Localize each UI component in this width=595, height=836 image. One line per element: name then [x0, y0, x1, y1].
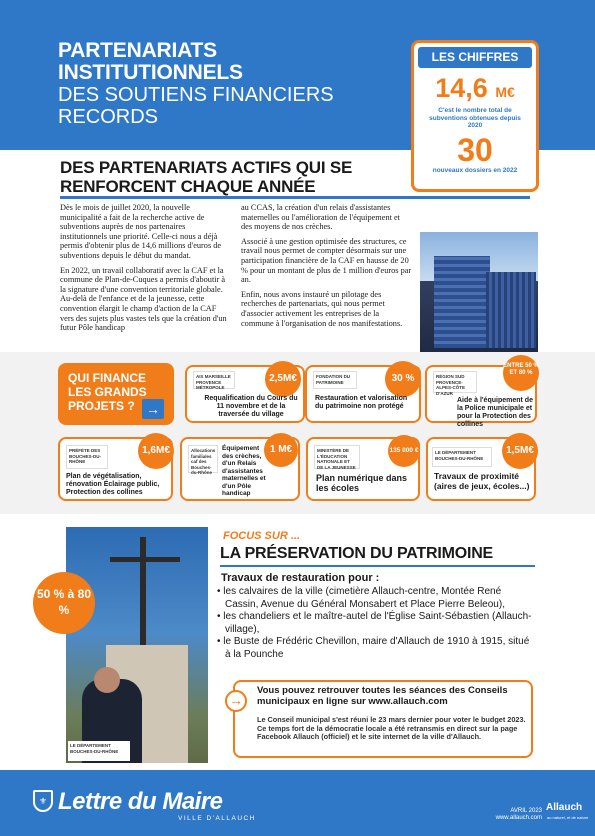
funding-question-text: QUI FINANCE LES GRANDS PROJETS ?: [68, 371, 147, 413]
card-description: Équipement des crèches, d'un Relais d'assistantes maternelles et d'un Pôle handicap: [222, 445, 266, 497]
logo-text: LE DÉPARTEMENT BOUCHES-DU-RHÔNE: [70, 743, 119, 754]
caf-building-photo: [420, 232, 538, 354]
info-heading: Vous pouvez retrouver toutes les séances des Conseils municipaux en ligne sur www.allauch.com: [257, 685, 508, 707]
arrow-right-icon: →: [225, 690, 247, 712]
restoration-list: [215, 586, 535, 661]
metropole-logo: [193, 371, 235, 389]
card-description: Plan numérique dans les écoles: [316, 473, 408, 493]
card-description: Travaux de proximité (aires de jeux, écoles...): [434, 471, 530, 491]
list-item: • les chandeliers et le maître-autel de l'Église Saint-Sébastien (Allauch-village),: [217, 611, 532, 635]
funding-card: [185, 365, 305, 423]
departement-logo: [68, 741, 130, 761]
section-heading: DES PARTENARIATS ACTIFS QUI SE RENFORCENT CHAQUE ANNÉE: [60, 158, 353, 196]
logo-text: FONDATION DU PATRIMOINE: [316, 374, 351, 385]
arrow-right-icon: →: [142, 399, 164, 419]
crest-icon: ⚜: [33, 790, 53, 812]
masthead-subtitle: VILLE D'ALLAUCH: [178, 815, 256, 822]
amount-unit: M€: [495, 84, 515, 100]
prefecture-logo: [66, 445, 108, 469]
worker-head: [94, 667, 120, 693]
list-item: • les calvaires de la ville (cimetière Allauch-centre, Montée René Cassin, Avenue du Général Monsabert et Place Pierre Beleou),: [217, 586, 505, 610]
amount-badge: 1,6M€: [138, 433, 174, 469]
card-description: Restauration et valorisation du patrimoine non protégé: [315, 395, 408, 410]
amount-badge: 2,5M€: [265, 361, 301, 397]
subsidies-amount: [414, 73, 536, 107]
logo-text: AIX MARSEILLE PROVENCE MÉTROPOLE: [196, 374, 231, 390]
allauch-tagline: au naturel, et de nature: [547, 815, 589, 820]
count-description: nouveaux dossiers en 2022: [432, 166, 518, 174]
focus-title: LA PRÉSERVATION DU PATRIMOINE: [220, 545, 494, 562]
paragraph: Enfin, nous avons instauré un pilotage des recherches de partenariats, qui nous permet d'associer activement les entreprises de la commune à l'organisation de nos manifestations.: [241, 289, 403, 328]
issue-info: [472, 808, 542, 822]
title-line: INSTITUTIONNELS: [58, 61, 243, 84]
focus-label: FOCUS SUR ...: [223, 530, 301, 542]
caf-logo: [188, 445, 218, 473]
logo-text: Allocations familiales caf des Bouches-du-Rhône: [191, 448, 216, 475]
logo-text: MINISTÈRE DE L'ÉDUCATION NATIONALE ET DE LA JEUNESSE: [317, 448, 356, 470]
card-description: Requalification du Cours du 11 novembre et de la traversée du village: [204, 395, 298, 418]
focus-subtitle: Travaux de restauration pour :: [221, 572, 380, 584]
amount-badge: 30 %: [385, 361, 421, 397]
departement-logo: [432, 447, 492, 467]
title-line: PARTENARIATS: [58, 39, 217, 62]
logo-text: RÉGION SUD PROVENCE-ALPES-CÔTE D'AZUR: [436, 374, 466, 396]
page-title: [58, 40, 388, 128]
region-sud-logo: [433, 371, 477, 396]
funding-card: [58, 437, 173, 501]
info-body: Le Conseil municipal s'est réuni le 23 mars dernier pour voter le budget 2023. Ce temps fort de la démocratie locale a été retransmis en direct sur la page Facebook Allauch (officiel) et le site internet de la ville d'Allauch.: [257, 715, 526, 741]
paragraph: Associé à une gestion optimisée des structures, ce travail nous permet de compter désormais sur une participation financière de la CAF en hausse de 20 % pour un montant de plus de 1 million d'euros par an.: [241, 236, 412, 285]
title-line: DES SOUTIENS FINANCIERS: [58, 84, 334, 106]
funding-card: [180, 437, 300, 501]
amount-badge: 1,5M€: [502, 433, 538, 469]
funding-card: [425, 363, 539, 428]
article-column-1: [60, 203, 231, 338]
key-figures-box: [411, 40, 539, 192]
key-figures-heading: LES CHIFFRES: [418, 47, 532, 68]
website: www.allauch.com: [495, 815, 542, 821]
issue-date: AVRIL 2023: [510, 808, 542, 814]
divider: [220, 565, 535, 567]
card-description: Aide à l'équipement de la Police municipale et pour la Protection des collines: [457, 397, 533, 428]
article-column-2: [241, 203, 412, 338]
funding-card: [426, 437, 536, 501]
title-line: RECORDS: [58, 106, 159, 128]
calvary-photo: [66, 527, 208, 763]
allauch-logo: Allauch: [546, 802, 583, 813]
cross-shape: [110, 557, 180, 562]
funding-question: [58, 363, 174, 425]
paragraph: En 2022, un travail collaboratif avec la CAF et la commune de Plan-de-Cuques a permis d'aboutir à la signature d'une convention territoriale globale. Au-delà de l'enfance et de la jeunesse, cette convention élargit le champ d'action de la CAF vers des sujets plus vastes tels que la création d'un futur Pôle handicap: [60, 265, 227, 333]
card-description: Plan de végétalisation, rénovation Éclairage public, Protection des collines: [66, 473, 160, 496]
files-count: 30: [457, 131, 493, 168]
percentage-badge: 50 % à 80 %: [33, 572, 95, 634]
list-item: • le Buste de Frédéric Chevillon, maire d'Allauch de 1910 à 1915, situé à la Pounche: [217, 636, 530, 660]
fondation-patrimoine-logo: [313, 371, 357, 389]
amount-badge: 1 M€: [264, 433, 298, 467]
logo-text: LE DÉPARTEMENT BOUCHES-DU-RHÔNE: [435, 450, 484, 461]
funding-card: [306, 437, 420, 501]
paragraph: Dès le mois de juillet 2020, la nouvelle municipalité a fait de la recherche active de subventions auprès de nos partenaires institutionnels une priorité. Celle-ci nous a déjà permis d'obtenir plus de 14,6 millions d'euros de subventions depuis le début du mandat.: [60, 203, 222, 260]
amount-badge: 135 000 €: [388, 435, 420, 467]
divider: [60, 196, 530, 199]
article-body: [60, 203, 412, 338]
amount-badge: ENTRE 50 % ET 80 %: [503, 355, 539, 391]
masthead: Lettre du Maire: [58, 788, 223, 815]
paragraph: au CCAS, la création d'un relais d'assistantes maternelles ou l'amélioration de l'équipement et des moyens de nos crèches.: [241, 203, 400, 232]
amount-value: 14,6: [435, 73, 488, 103]
funding-card: [305, 365, 421, 423]
building-shape: [486, 272, 536, 348]
cross-shape: [140, 537, 146, 647]
logo-text: PRÉFÈTE DES BOUCHES-DU-RHÔNE: [69, 448, 101, 464]
education-ministry-logo: [314, 445, 360, 469]
amount-description: C'est le nombre total de subventions obtenues depuis 2020: [429, 107, 521, 129]
building-shape: [434, 256, 490, 348]
